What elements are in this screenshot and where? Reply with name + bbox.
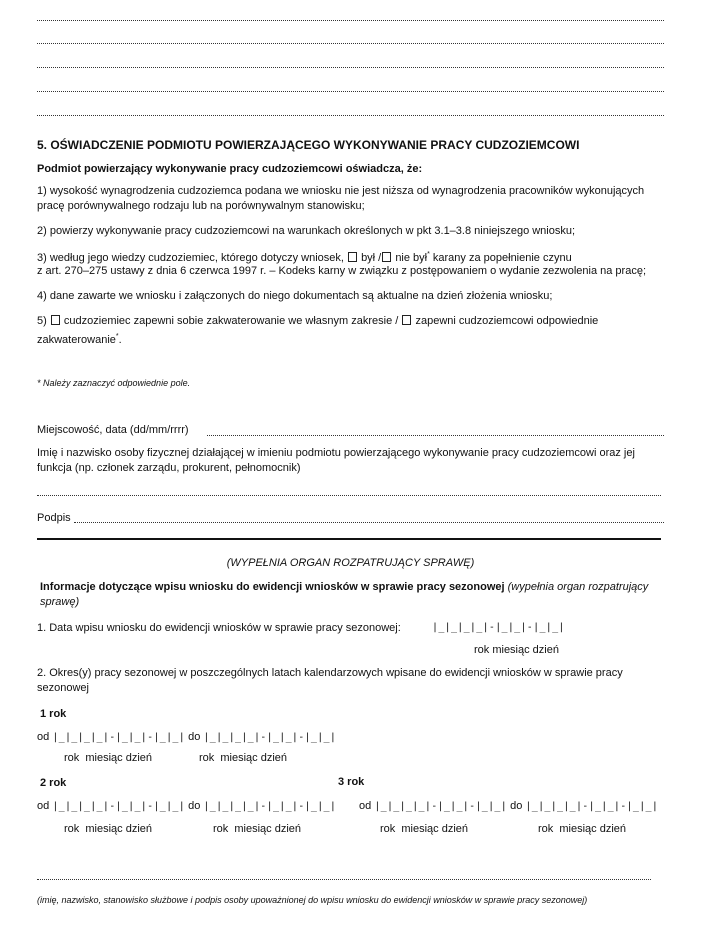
year-1-to-label: do xyxy=(188,731,201,743)
year-1-to-field[interactable]: |_|_|_|_|-|_|_|-|_|_| xyxy=(203,732,337,743)
year-1-from-label: od xyxy=(37,731,50,743)
info-italic-text: (wypełnia organ rozpatrujący sprawę) xyxy=(40,581,649,608)
authorized-signature-caption: (imię, nazwisko, stanowisko służbowe i podpis osoby upoważnionej do wpisu wniosku do ewidencji wniosków w sprawie pracy sezonowej) xyxy=(37,895,588,905)
registration-date-caption: rok miesiąc dzień xyxy=(474,644,559,656)
year-1-range xyxy=(37,730,336,745)
question-1: 1. Data wpisu wniosku do ewidencji wniosków w sprawie pracy sezonowej: xyxy=(37,622,401,634)
signature-field[interactable] xyxy=(74,522,664,523)
year-1-from-field[interactable]: |_|_|_|_|-|_|_|-|_|_| xyxy=(52,732,186,743)
footnote-star: * xyxy=(427,251,430,258)
item5-line2-text: zakwaterowanie xyxy=(37,334,116,346)
dotted-line-1[interactable] xyxy=(37,20,664,21)
item5-text-c: zapewni cudzoziemcowi odpowiednie xyxy=(415,315,599,327)
signature-label: Podpis xyxy=(37,512,71,524)
footnote-star-2: * xyxy=(115,333,119,340)
dotted-line-5[interactable] xyxy=(37,115,664,116)
statement-item-4: 4) dane zawarte we wniosku i załączonych do niego dokumentach są aktualne na dzień złożenia wniosku; xyxy=(37,290,553,302)
year-2-to-label: do xyxy=(188,800,201,812)
year-2-to-caption: rok miesiąc dzień xyxy=(213,823,302,835)
item5-text-a: 5) xyxy=(37,315,47,327)
year-2-from-field[interactable]: |_|_|_|_|-|_|_|-|_|_| xyxy=(52,801,186,812)
year-3-to-caption: rok miesiąc dzień xyxy=(538,823,627,835)
statement-item-3-line-2: z art. 270–275 ustawy z dnia 6 czerwca 1997 r. – Kodeks karny w związku z postępowaniem o wydanie zezwolenia na pracę; xyxy=(37,265,646,277)
intro-text: Podmiot powierzający wykonywanie pracy cudzoziemcowi oświadcza, że: xyxy=(37,163,423,175)
year-3-to-label: do xyxy=(510,800,523,812)
item3-text-a: 3) według jego wiedzy cudzoziemiec, którego dotyczy wniosek, xyxy=(37,252,344,264)
authorized-signature-field[interactable] xyxy=(37,879,651,880)
organ-heading: (WYPEŁNIA ORGAN ROZPATRUJĄCY SPRAWĘ) xyxy=(226,557,475,569)
provided-accommodation-checkbox[interactable] xyxy=(402,315,411,325)
year-3-from-label: od xyxy=(359,800,372,812)
item5-text-b: cudzoziemiec zapewni sobie zakwaterowanie we własnym zakresie / xyxy=(63,315,399,327)
item3-text-c: nie był xyxy=(395,252,428,264)
dotted-line-3[interactable] xyxy=(37,67,664,68)
statement-item-3 xyxy=(37,248,572,265)
year-2-label: 2 rok xyxy=(40,777,67,789)
was-not-punished-checkbox[interactable] xyxy=(382,252,391,262)
representative-field[interactable] xyxy=(37,495,661,496)
year-2-range xyxy=(37,799,336,814)
section-divider xyxy=(37,538,661,540)
statement-item-1: 1) wysokość wynagrodzenia cudzoziemca podana we wniosku nie jest niższa od wynagrodzenia pracowników wykonujących pracę porównywalnego rodzaju lub na porównywalnym stanowisku; xyxy=(37,185,645,212)
item3-text-b: był / xyxy=(361,252,382,264)
year-1-from-caption: rok miesiąc dzień xyxy=(64,752,153,764)
year-2-from-label: od xyxy=(37,800,50,812)
item3-text-d: karany za popełnienie czynu xyxy=(432,252,572,264)
year-2-to-field[interactable]: |_|_|_|_|-|_|_|-|_|_| xyxy=(203,801,337,812)
dotted-line-4[interactable] xyxy=(37,91,664,92)
year-3-to-field[interactable]: |_|_|_|_|-|_|_|-|_|_| xyxy=(525,801,659,812)
dotted-line-2[interactable] xyxy=(37,43,664,44)
year-3-from-field[interactable]: |_|_|_|_|-|_|_|-|_|_| xyxy=(374,801,508,812)
info-bold-text: Informacje dotyczące wpisu wniosku do ewidencji wniosków w sprawie pracy sezonowej xyxy=(40,581,505,593)
statement-item-2: 2) powierzy wykonywanie pracy cudzoziemcowi na warunkach określonych w pkt 3.1–3.8 niniejszego wniosku; xyxy=(37,225,576,237)
section-title: 5. OŚWIADCZENIE PODMIOTU POWIERZAJĄCEGO WYKONYWANIE PRACY CUDZOZIEMCOWI xyxy=(37,138,580,152)
year-1-to-caption: rok miesiąc dzień xyxy=(199,752,288,764)
representative-label: Imię i nazwisko osoby fizycznej działającej w imieniu podmiotu powierzającego wykonywanie pracy cudzoziemcowi oraz jej funkcja (np. członek zarządu, prokurent, pełnomocnik) xyxy=(37,447,635,474)
footnote: * Należy zaznaczyć odpowiednie pole. xyxy=(37,378,191,388)
place-date-label: Miejscowość, data (dd/mm/rrrr) xyxy=(37,424,189,436)
statement-item-5-line-2: zakwaterowanie*. xyxy=(37,333,122,346)
question-2: 2. Okres(y) pracy sezonowej w poszczególnych latach kalendarzowych wpisane do ewidencji wniosków w sprawie pracy sezonowej xyxy=(37,667,623,694)
year-3-range xyxy=(359,799,658,814)
year-2-from-caption: rok miesiąc dzień xyxy=(64,823,153,835)
year-3-label: 3 rok xyxy=(338,776,365,788)
year-3-from-caption: rok miesiąc dzień xyxy=(380,823,469,835)
registration-date-field[interactable]: |_|_|_|_|-|_|_|-|_|_| xyxy=(432,622,565,633)
year-1-label: 1 rok xyxy=(40,708,67,720)
info-paragraph xyxy=(40,580,660,610)
was-punished-checkbox[interactable] xyxy=(348,252,357,262)
own-accommodation-checkbox[interactable] xyxy=(51,315,60,325)
place-date-field[interactable] xyxy=(207,435,664,436)
statement-item-5 xyxy=(37,314,598,328)
